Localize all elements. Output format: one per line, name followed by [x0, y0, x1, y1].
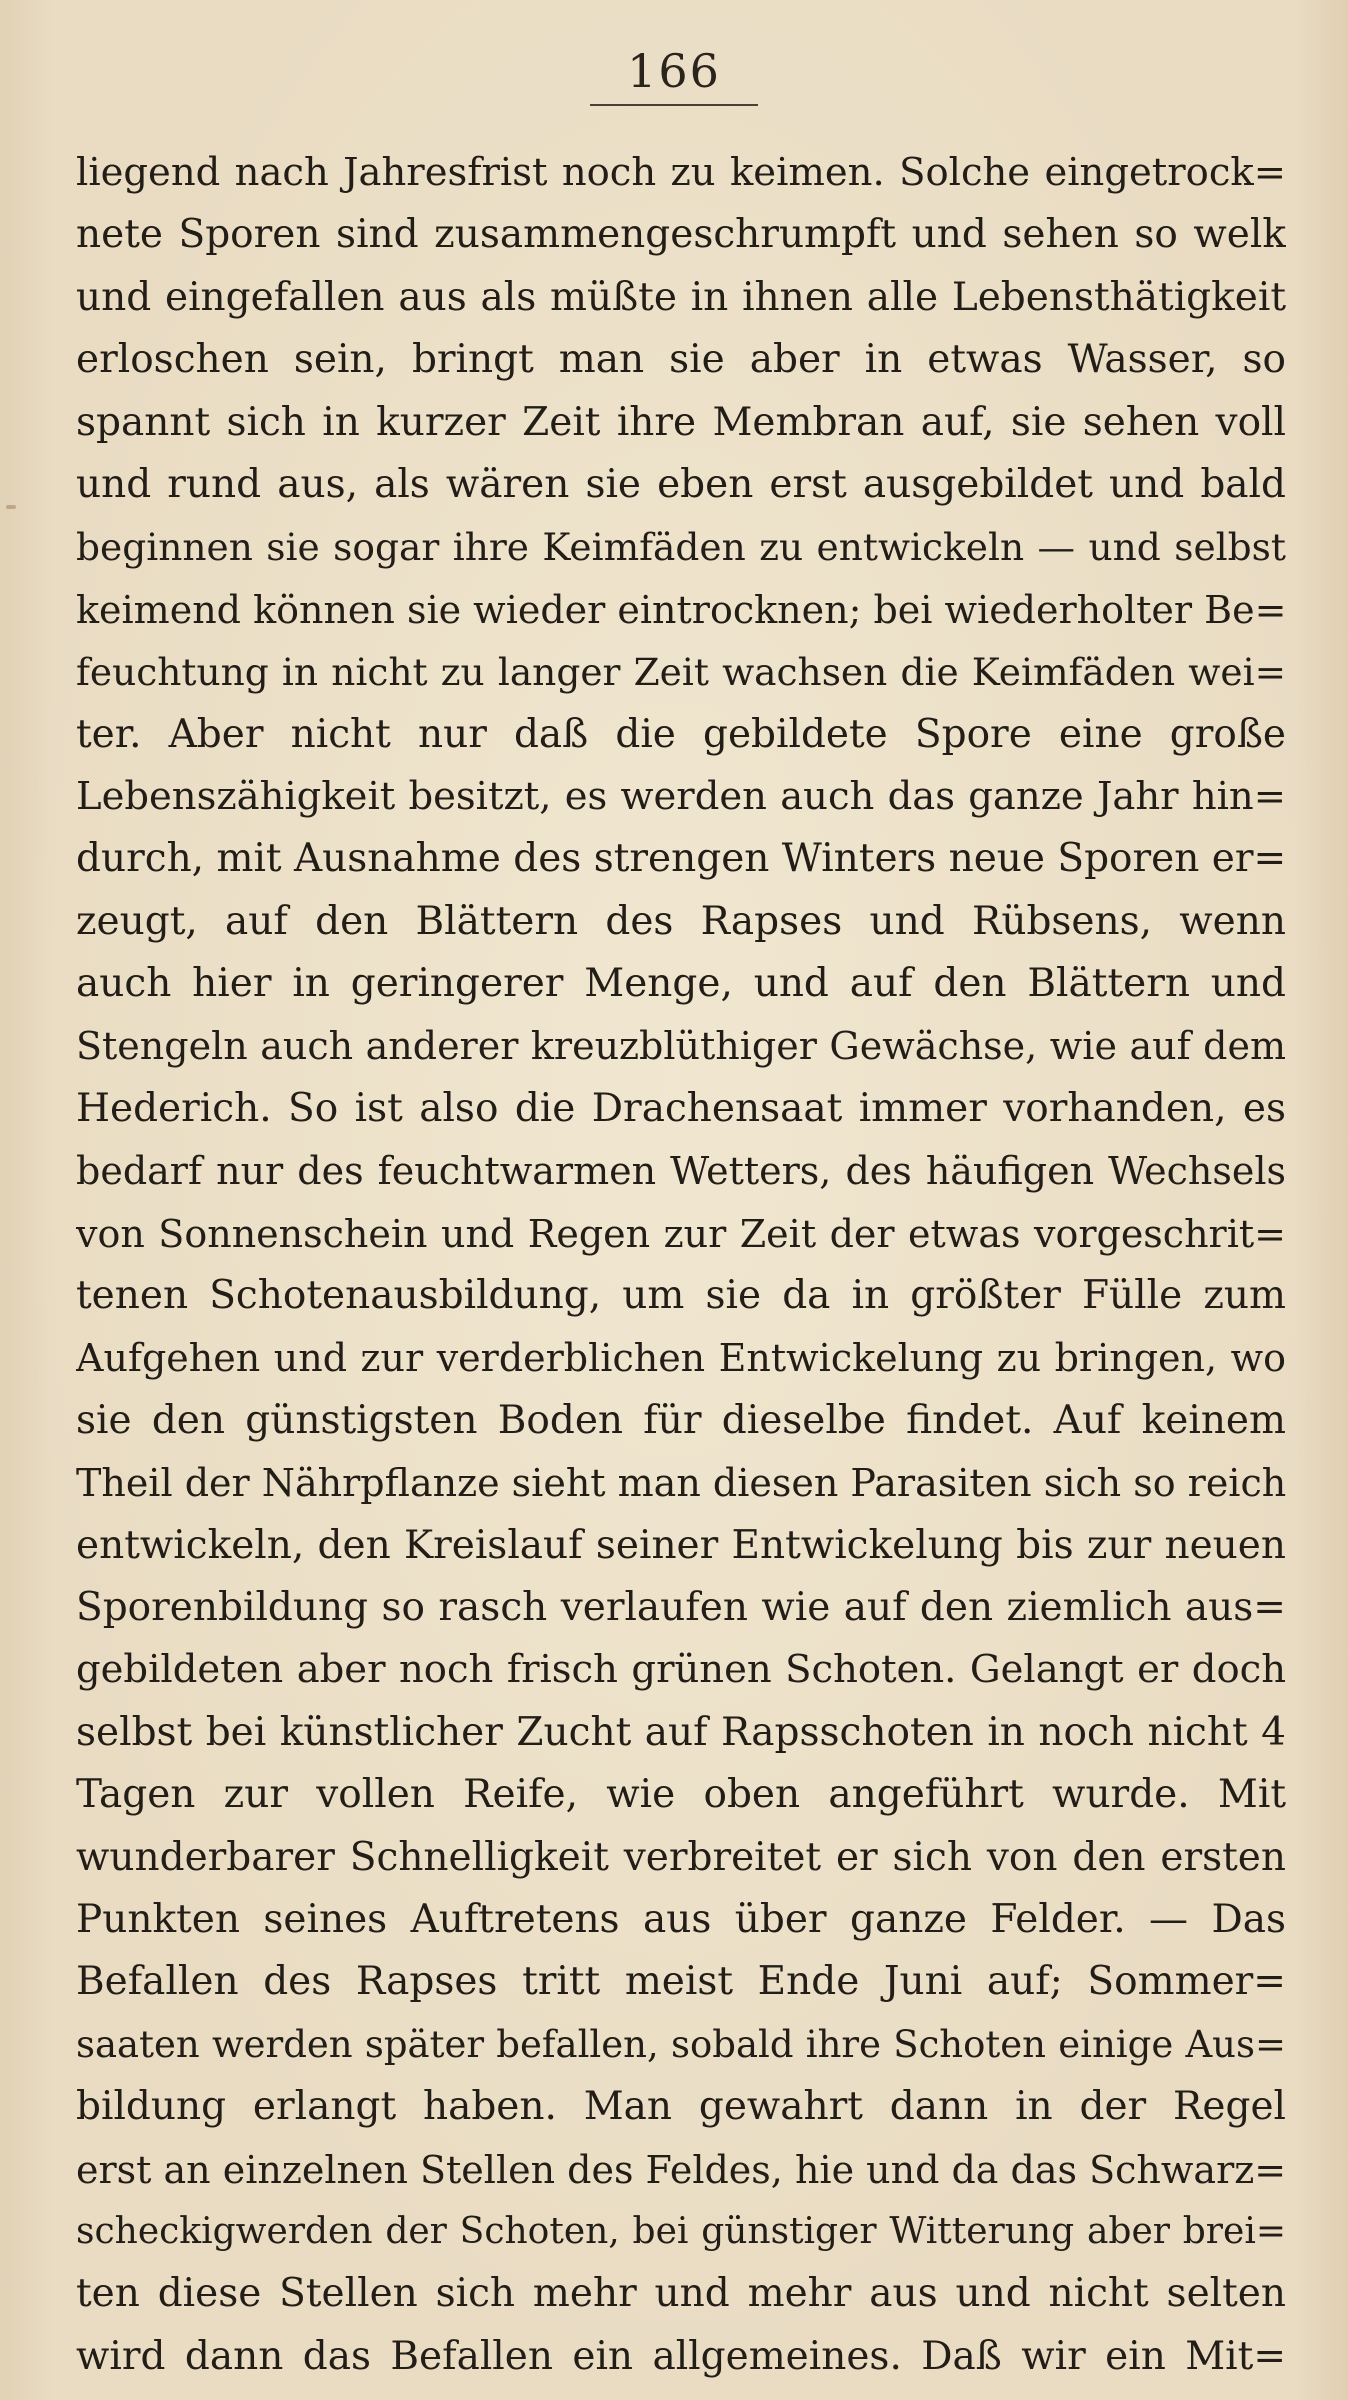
- text-line: ter. Aber nicht nur daß die gebildete Spore eine große: [76, 711, 1286, 757]
- body-text: [76, 142, 1286, 2388]
- text-line: scheckigwerden der Schoten, bei günstiger Witterung aber brei=: [76, 2210, 1286, 2252]
- text-line: Befallen des Rapses tritt meist Ende Juni auf; Sommer=: [76, 1959, 1286, 2005]
- page-number: 166: [627, 44, 721, 98]
- text-line: bedarf nur des feuchtwarmen Wetters, des häufigen Wechsels: [76, 1149, 1286, 1194]
- text-line: Sporenbildung so rasch verlaufen wie auf den ziemlich aus=: [76, 1584, 1286, 1630]
- text-line: feuchtung in nicht zu langer Zeit wachsen die Keimfäden wei=: [76, 650, 1286, 695]
- text-line: Stengeln auch anderer kreuzblüthiger Gewächse, wie auf dem: [76, 1024, 1286, 1069]
- text-line: erloschen sein, bringt man sie aber in etwas Wasser, so: [76, 337, 1286, 383]
- text-line: bildung erlangt haben. Man gewahrt dann in der Regel: [76, 2084, 1286, 2130]
- text-line: tenen Schotenausbildung, um sie da in größter Fülle zum: [76, 1273, 1286, 1319]
- text-line: wunderbarer Schnelligkeit verbreitet er sich von den ersten: [76, 1834, 1286, 1880]
- text-line: keimend können sie wieder eintrocknen; bei wiederholter Be=: [76, 587, 1286, 632]
- text-line: zeugt, auf den Blättern des Rapses und Rübsens, wenn: [76, 898, 1286, 944]
- text-line: saaten werden später befallen, sobald ihre Schoten einige Aus=: [76, 2022, 1286, 2066]
- text-line: Tagen zur vollen Reife, wie oben angeführt wurde. Mit: [76, 1772, 1286, 1818]
- text-line: sie den günstigsten Boden für dieselbe findet. Auf keinem: [76, 1397, 1286, 1443]
- text-line: selbst bei künstlicher Zucht auf Rapsschoten in noch nicht 4: [76, 1709, 1286, 1755]
- text-line: erst an einzelnen Stellen des Feldes, hie und da das Schwarz=: [76, 2147, 1286, 2192]
- text-line: ten diese Stellen sich mehr und mehr aus und nicht selten: [76, 2271, 1286, 2317]
- text-line: Lebenszähigkeit besitzt, es werden auch das ganze Jahr hin=: [76, 773, 1286, 819]
- text-line: auch hier in geringerer Menge, und auf den Blättern und: [76, 961, 1286, 1007]
- text-line: Theil der Nährpflanze sieht man diesen Parasiten sich so reich: [76, 1461, 1286, 1506]
- text-line: Aufgehen und zur verderblichen Entwickelung zu bringen, wo: [76, 1336, 1286, 1381]
- text-line: nete Sporen sind zusammengeschrumpft und sehen so welk: [76, 212, 1286, 258]
- text-line: und rund aus, als wären sie eben erst ausgebildet und bald: [76, 461, 1286, 507]
- text-line: wird dann das Befallen ein allgemeines. Daß wir ein Mit=: [76, 2333, 1286, 2379]
- header-rule: [590, 104, 758, 106]
- margin-mark: [6, 505, 16, 509]
- text-line: liegend nach Jahresfrist noch zu keimen. Solche eingetrock=: [76, 150, 1286, 195]
- text-line: gebildeten aber noch frisch grünen Schoten. Gelangt er doch: [76, 1647, 1286, 1693]
- text-line: Punkten seines Auftretens aus über ganze Felder. — Das: [76, 1896, 1286, 1942]
- text-line: spannt sich in kurzer Zeit ihre Membran auf, sie sehen voll: [76, 399, 1286, 445]
- text-line: beginnen sie sogar ihre Keimfäden zu entwickeln — und selbst: [76, 525, 1286, 570]
- text-line: durch, mit Ausnahme des strengen Winters neue Sporen er=: [76, 836, 1286, 882]
- text-line: von Sonnenschein und Regen zur Zeit der etwas vorgeschrit=: [76, 1211, 1286, 1256]
- text-line: Hederich. So ist also die Drachensaat immer vorhanden, es: [76, 1085, 1286, 1131]
- text-line: und eingefallen aus als müßte in ihnen alle Lebensthätigkeit: [76, 274, 1286, 320]
- text-line: entwickeln, den Kreislauf seiner Entwickelung bis zur neuen: [76, 1522, 1286, 1568]
